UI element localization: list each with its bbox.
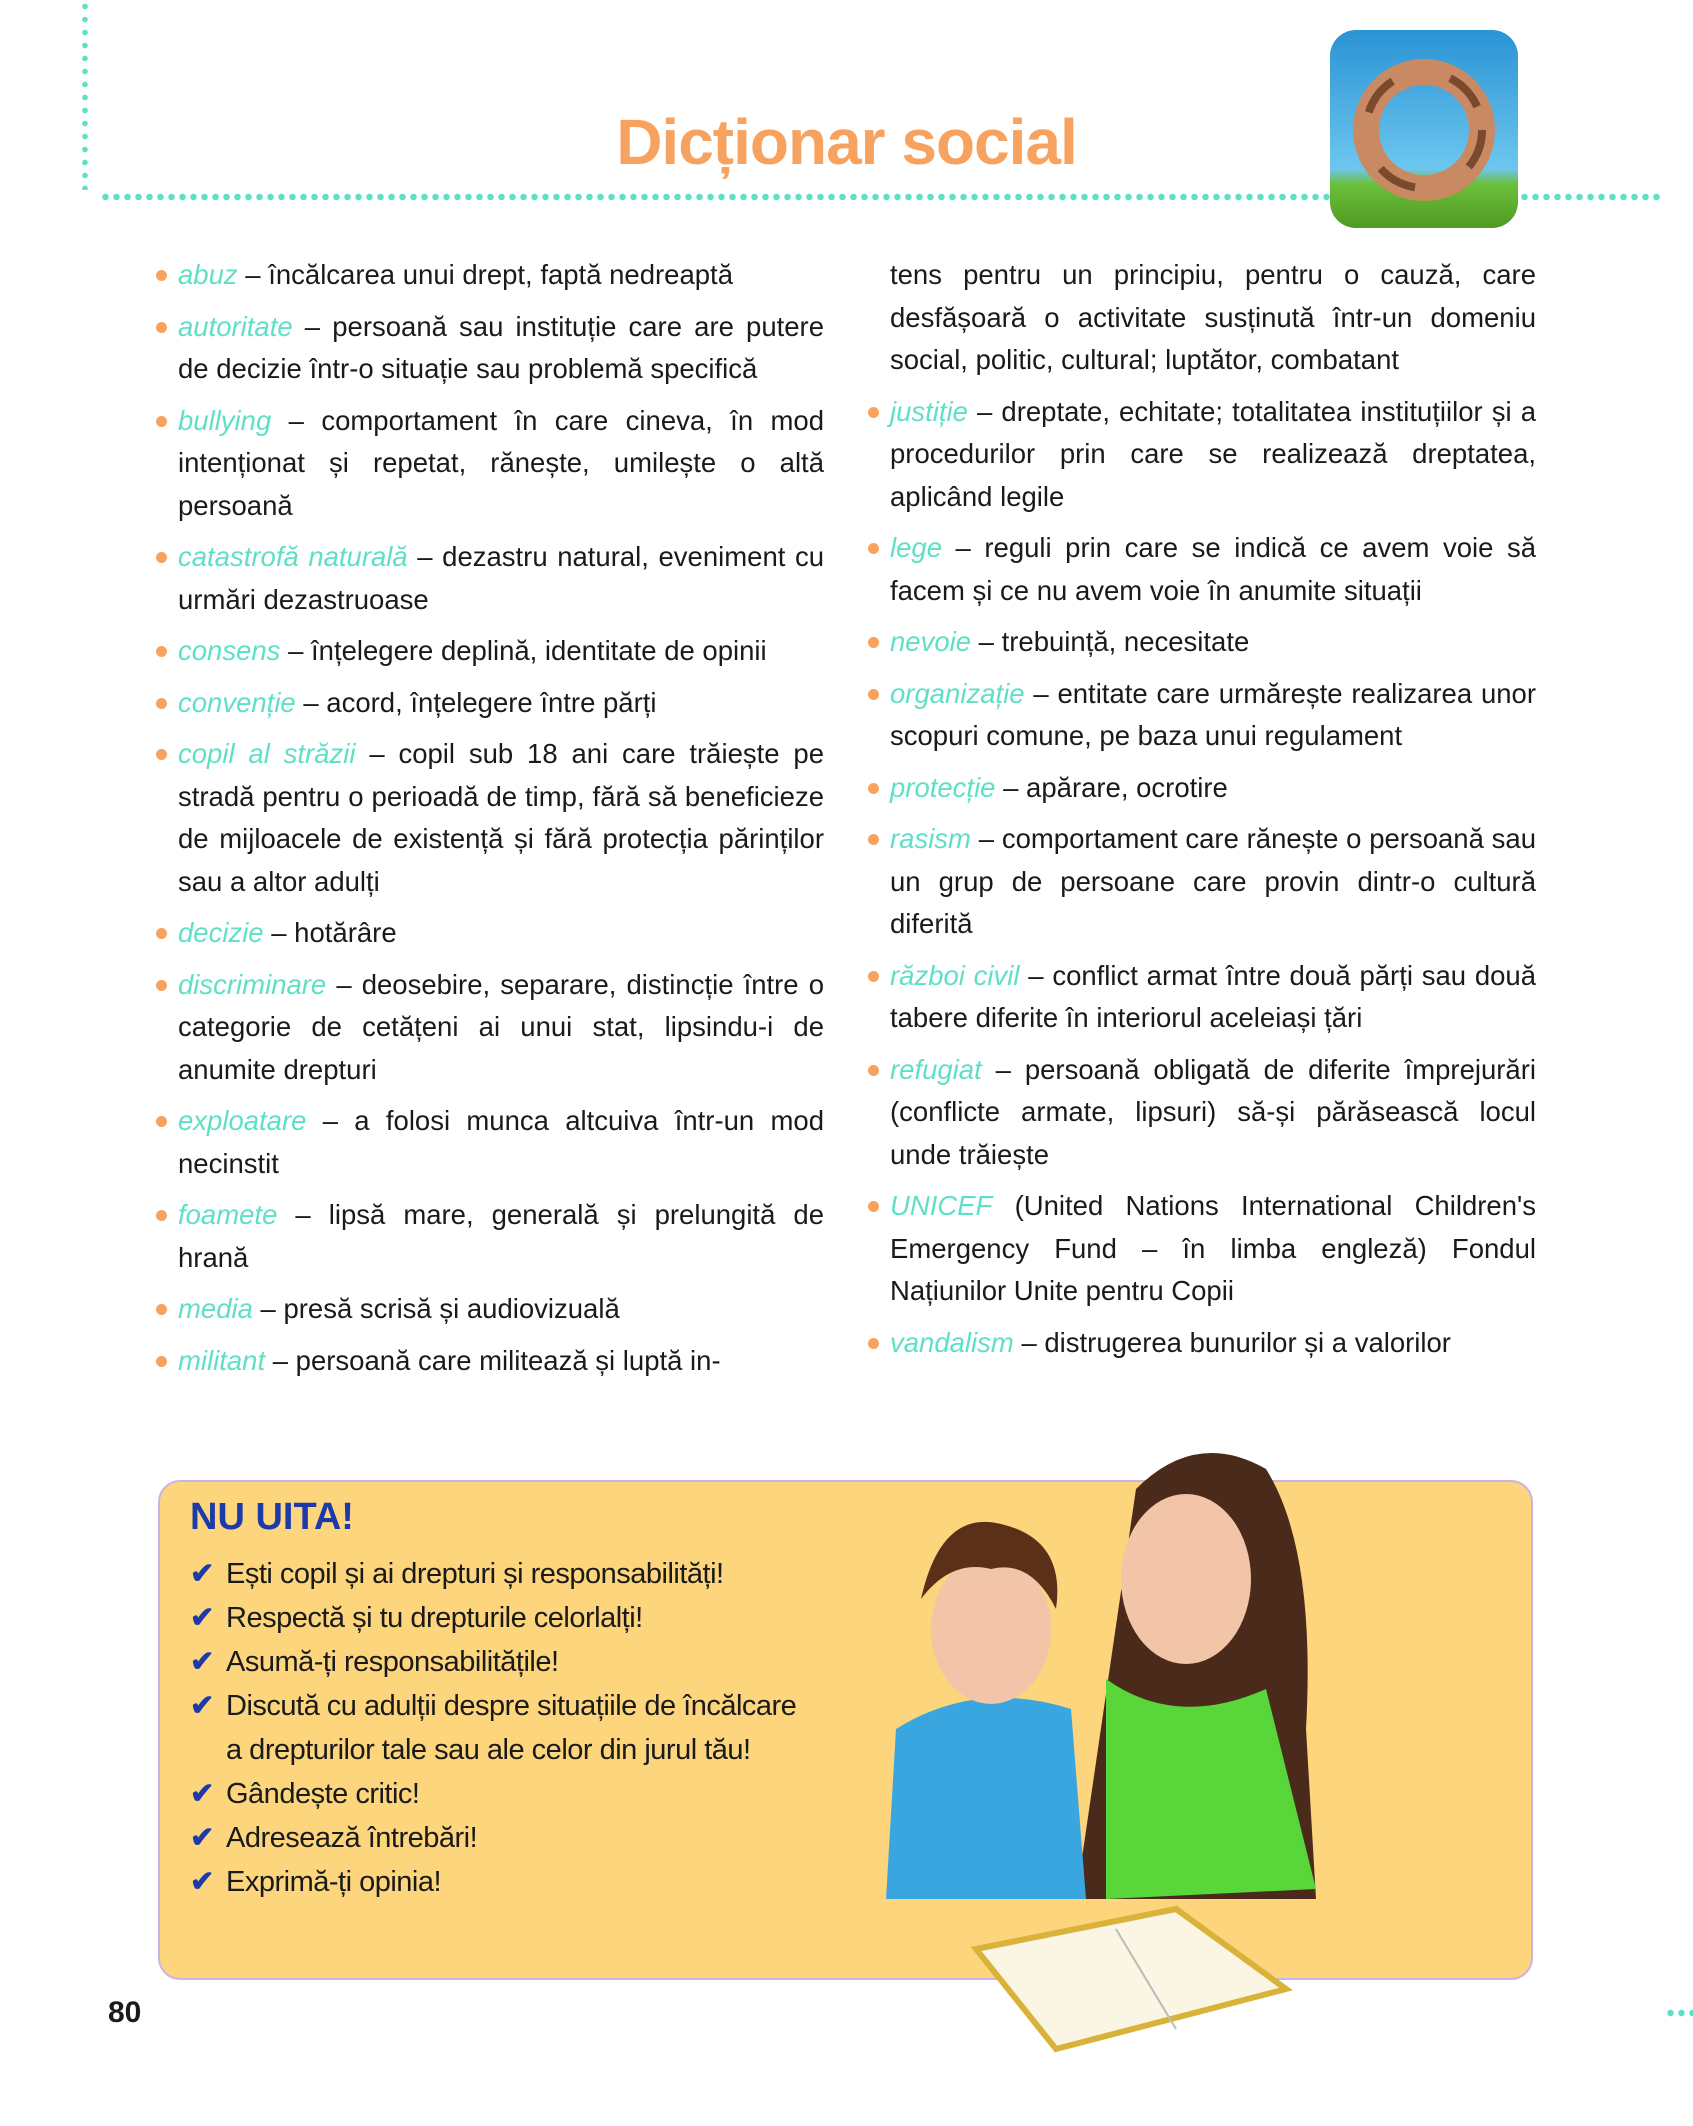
dictionary-entry	[156, 1194, 824, 1279]
dictionary-entry	[868, 527, 1536, 612]
continued-definition: tens pentru un principiu, pentru o cauză, care desfășoară o activitate susținută într-un domeniu social, politic, cultural; luptător, combatant	[890, 259, 1536, 375]
bullet-icon	[156, 270, 167, 281]
bullet-icon	[868, 1338, 879, 1349]
hands-circle-photo	[1330, 30, 1518, 228]
bullet-icon	[156, 1210, 167, 1221]
entry-term: abuz	[178, 259, 238, 290]
checkmark-icon: ✔	[190, 1602, 214, 1634]
entry-definition: – persoană sau instituție care are putere de decizie într-o situație sau problemă specifică	[178, 310, 824, 384]
reminder-item	[190, 1772, 800, 1816]
bullet-icon	[156, 1304, 167, 1315]
bullet-icon	[868, 407, 879, 418]
entry-term: lege	[890, 532, 942, 563]
bullet-icon	[156, 646, 167, 657]
dictionary-entry	[156, 912, 824, 955]
dictionary-entry	[156, 682, 824, 725]
bullet-icon	[868, 1201, 879, 1212]
dictionary-entry	[868, 955, 1536, 1040]
bullet-icon	[868, 783, 879, 794]
dictionary-column-right	[868, 254, 1536, 1373]
entry-definition: – dezastru natural, eveniment cu urmări dezastruoase	[178, 541, 824, 615]
entry-term: foamete	[178, 1199, 278, 1230]
dictionary-entry	[156, 630, 824, 673]
entry-term: discriminare	[178, 968, 327, 1000]
bullet-icon	[156, 416, 167, 427]
reminder-text: Adresează întrebări!	[226, 1822, 478, 1854]
dictionary-entry	[868, 621, 1536, 664]
dictionary-entry	[156, 306, 824, 391]
entry-definition: (United Nations International Children's Emergency Fund – în limba engleză) Fondul Națiunilor Unite pentru Copii	[890, 1190, 1536, 1306]
entry-term: război civil	[890, 959, 1020, 991]
bullet-icon	[868, 543, 879, 554]
entry-definition: – persoană care militează și luptă in-	[265, 1344, 721, 1376]
reminder-item	[190, 1640, 800, 1684]
entry-definition: – a folosi munca altcuiva într-un mod necinstit	[178, 1105, 824, 1179]
bullet-icon	[156, 980, 167, 991]
reminder-item	[190, 1860, 800, 1904]
entry-term: catastrofă naturală	[178, 541, 408, 572]
reminder-heading: NU UITA!	[190, 1496, 354, 1538]
entry-term: exploatare	[178, 1105, 307, 1136]
reminder-text: Gândește critic!	[226, 1778, 420, 1810]
reminder-text: Ești copil și ai drepturi și responsabilități!	[226, 1558, 724, 1590]
checkmark-icon: ✔	[190, 1646, 214, 1678]
entry-definition: – entitate care urmărește realizarea unor scopuri comune, pe baza unui regulament	[890, 677, 1536, 751]
entry-term: nevoie	[890, 626, 972, 657]
entry-definition: – reguli prin care se indică ce avem voie să facem și ce nu avem voie în anumite situații	[890, 532, 1536, 606]
dictionary-entry	[156, 1288, 824, 1331]
entry-term: militant	[178, 1344, 266, 1376]
entry-definition: – încălcarea unui drept, faptă nedreaptă	[237, 259, 733, 290]
checkmark-icon: ✔	[190, 1866, 214, 1898]
dictionary-entry	[868, 1185, 1536, 1313]
reminder-item	[190, 1684, 800, 1772]
entry-term: vandalism	[890, 1326, 1014, 1358]
bullet-icon	[868, 689, 879, 700]
entry-definition: – lipsă mare, generală și prelungită de hrană	[178, 1199, 824, 1273]
entry-term: autoritate	[178, 310, 293, 342]
dictionary-entry	[868, 673, 1536, 758]
checkmark-icon: ✔	[190, 1690, 214, 1722]
bullet-icon	[156, 552, 167, 563]
dictionary-entry	[156, 1340, 824, 1383]
entry-term: organizație	[890, 677, 1025, 709]
dictionary-entry	[868, 391, 1536, 519]
bullet-icon	[156, 1116, 167, 1127]
reminder-list	[190, 1552, 800, 1904]
entry-definition: – acord, înțelegere între părți	[295, 686, 657, 718]
bullet-icon	[868, 834, 879, 845]
dotted-border-corner	[1665, 2009, 1693, 2017]
entry-term: UNICEF	[890, 1190, 993, 1221]
entry-term: consens	[178, 635, 281, 666]
dictionary-entry	[868, 767, 1536, 810]
entry-term: decizie	[178, 917, 264, 948]
entry-definition: – trebuință, necesitate	[971, 626, 1250, 657]
bullet-icon	[156, 749, 167, 760]
bullet-icon	[156, 322, 167, 333]
dictionary-entry	[156, 964, 824, 1092]
entry-term: rasism	[890, 823, 971, 854]
entry-definition: – comportament care rănește o persoană sau un grup de persoane care provin dintr-o cultură diferită	[890, 823, 1536, 939]
bullet-icon	[868, 971, 879, 982]
reminder-item	[190, 1816, 800, 1860]
reminder-item	[190, 1552, 800, 1596]
dictionary-entry	[156, 733, 824, 903]
dictionary-column-left	[156, 254, 824, 1391]
children-reading-photo	[846, 1429, 1544, 2089]
dictionary-entry	[156, 400, 824, 528]
entry-term: refugiat	[890, 1053, 982, 1085]
dictionary-entry	[156, 536, 824, 621]
entry-term: protecție	[890, 771, 996, 803]
entry-definition: – înțelegere deplină, identitate de opinii	[280, 635, 767, 666]
entry-term: media	[178, 1293, 253, 1324]
entry-definition: – distrugerea bunurilor și a valorilor	[1013, 1326, 1451, 1358]
entry-term: copil al străzii	[178, 738, 356, 769]
entry-term: justiție	[890, 395, 968, 427]
dictionary-entry	[156, 254, 824, 297]
bullet-icon	[156, 1356, 167, 1367]
dictionary-entry	[868, 818, 1536, 946]
bullet-icon	[156, 928, 167, 939]
entry-definition: – deosebire, separare, distincție între o categorie de cetățeni ai unui stat, lipsindu-i de anumite drepturi	[178, 968, 824, 1085]
entry-term: bullying	[178, 404, 272, 436]
bullet-icon	[868, 1065, 879, 1076]
bullet-icon	[156, 698, 167, 709]
reminder-text: Asumă-ți responsabilitățile!	[226, 1646, 559, 1678]
reminder-text: Discută cu adulții despre situațiile de încălcare a drepturilor tale sau ale celor din jurul tău!	[226, 1690, 797, 1766]
page-number: 80	[108, 1996, 142, 2029]
entry-term: convenție	[178, 686, 296, 718]
entry-definition: – comportament în care cineva, în mod intenționat și repetat, rănește, umilește o altă persoană	[178, 404, 824, 521]
reminder-text: Exprimă-ți opinia!	[226, 1866, 442, 1898]
dictionary-entry	[868, 1322, 1536, 1365]
entry-definition: – persoană obligată de diferite împrejurări (conflicte armate, lipsuri) să-și părăsească locul unde trăiește	[890, 1053, 1536, 1170]
entry-definition: – hotărâre	[263, 917, 397, 948]
entry-definition: – dreptate, echitate; totalitatea instituțiilor și a procedurilor prin care se realizează dreptatea, aplicând legile	[890, 395, 1536, 512]
page-title: Dicționar social	[616, 106, 1077, 178]
entry-definition: – conflict armat între două părți sau două tabere diferite în interiorul aceleiași țări	[890, 959, 1537, 1033]
dictionary-entry	[868, 1049, 1536, 1177]
checkmark-icon: ✔	[190, 1558, 214, 1590]
reminder-item	[190, 1596, 800, 1640]
entry-definition: – copil sub 18 ani care trăiește pe stradă pentru o perioadă de timp, fără să beneficieze de mijloacele de existență și fără protecția părinților sau a altor adulți	[178, 738, 824, 897]
bullet-icon	[868, 637, 879, 648]
dictionary-entry	[156, 1100, 824, 1185]
entry-definition: – presă scrisă și audiovizuală	[252, 1293, 620, 1324]
entry-definition: – apărare, ocrotire	[995, 771, 1228, 803]
reminder-text: Respectă și tu drepturile celorlalți!	[226, 1602, 643, 1634]
checkmark-icon: ✔	[190, 1822, 214, 1854]
checkmark-icon: ✔	[190, 1778, 214, 1810]
